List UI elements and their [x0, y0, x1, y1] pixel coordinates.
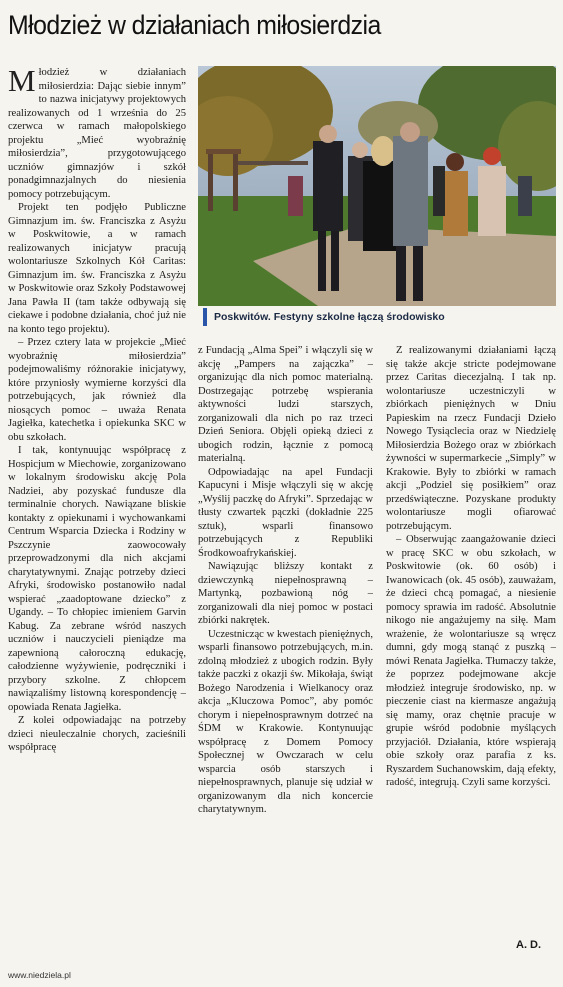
paragraph: Nawiązując bliższy kontakt z dziewczynką niepełnosprawną – Martynką, pozbawioną nóg – zorganizowali dla niej pomoc w postaci zbiórki nakrętek. — [198, 561, 373, 626]
column-1 — [8, 66, 186, 942]
photo-caption: Poskwitów. Festyny szkolne łączą środowisko — [203, 308, 563, 326]
paragraph: Odpowiadając na apel Fundacji Kapucyni i Misje włączyli się w akcję „Wyślij paczkę do Afryki”. Sprzedając w tłusty czwartek pączki (dokładnie 225 sztuk), wsparli finansowo potrzebujących z Republiki Środkowoafrykańskiej. — [198, 466, 373, 559]
photo-illustration — [198, 66, 556, 306]
paragraph: I tak, kontynuując współpracę z Hospicjum w Miechowie, zorganizowano w lokalnym środowisku akcję Pola Nadziei, aby pozyskać fundusze dla terminalnie chorych. Nawiązane bliskie kontakty z opiekunami i wychowankami Centrum Wsparcia Dziecka i Rodziny w Pszczynie zaowocowały przeprowadzonymi dla nich akcjami charytatywnymi. Znając potrzeby dzieci Afryki, środowisko postanowiło nadal wspierać „zaadoptowane dziecko” z Ugandy. – To chłopiec imieniem Garvin Kabug. Za zebrane wśród naszych uczniów i nauczycieli pieniądze ma zapewnioną całoroczną edukację, całodzienne wyżywienie, podręczniki i przybory szkolne. Z chłopcem nawiązaliśmy listowną korespondencję – opowiada Renata Jagiełka. — [8, 445, 186, 713]
column-3 — [386, 344, 556, 956]
paragraph: Z realizowanymi działaniami łączą się także akcje stricte podejmowane przez Caritas diecezjalną. I tak np. wolontariusze uczestniczyli w zbiórkach pieniężnych w Dniu Papieskim na rzecz Fundacji Dzieło Nowego Tysiąclecia oraz w Niedzielę Miłosierdzia Bożego oraz w zbiórkach żywności w supermarkecie „Simply” w Krakowie. Były to zbiórki w ramach akcji „Podziel się posiłkiem” oraz przedświąteczne. Pozyskane produkty wolontariusze mogli ofiarować potrzebującym. — [386, 345, 556, 532]
paragraph: Z kolei odpowiadając na potrzeby dzieci nieuleczalnie chorych, zacieśnili współpracę — [8, 715, 186, 753]
paragraph: – Przez cztery lata w projekcie „Mieć wyobraźnię miłosierdzia” podejmowaliśmy różnorakie inicjatywy, które przyniosły wymierne korzyści dla potrzebujących, jak również dla niosących pomoc – uważa Renata Jagiełka, katechetka i opiekunka SKC w obu szkołach. — [8, 337, 186, 443]
paragraph: Projekt ten podjęło Publiczne Gimnazjum im. św. Franciszka z Asyżu w Poskwitowie, a w ramach realizowanych inicjatyw pracują wolontariusze Szkolnych Kół Caritas: Gimnazjum im. św. Franciszka z Asyżu w Poskwitowie oraz Szkoły Podstawowej Jana Pawła II (tam także odbywają się ciekawe i podobne działania, choć już nie na konto tego projektu). — [8, 202, 186, 335]
paragraph — [8, 66, 186, 201]
author-signature: A. D. — [516, 939, 542, 951]
paragraph: – Obserwując zaangażowanie dzieci w pracę SKC w obu szkołach, w Poskwitowie (ok. 60 osób) i Iwanowicach (ok. 45 osób), zauważam, że dzieci chcą pomagać, a niesienie pomocy sprawia im radość. Absolutnie nikogo nie angażujemy na siłę. Mam wrażenie, że wolontariusze są wręcz dumni, gdy mogą stanąć z puszką – mówi Renata Jagiełka. Tłumaczy także, że poprzez podejmowane akcje młodzież integruje środowisko, np. w pieczenie ciast na kiermasze angażują się mamy, oraz chętnie pracuje w grupie wśród podobnie myślących przyjaciół. Działania, które wspierają obie szkoły oraz parafia z ks. Ryszardem Suchanowskim, dają efekty, radość, integrują. Czyli same korzyści. — [386, 534, 556, 788]
article-title: Młodzież w działaniach miłosierdzia — [8, 10, 381, 40]
paragraph: Uczestnicząc w kwestach pieniężnych, wsparli finansowo potrzebujących, m.in. zdolną młodzież z ubogich rodzin. Były także paczki z okazji św. Mikołaja, świąt Bożego Narodzenia i Wielkanocy oraz akcja „Kluczowa Pomoc”, aby pomóc chorym i niepełnosprawnym dotrzeć na ŚDM w Krakowie. Kontynuując współpracę z Domem Pomocy Społecznej w Owczarach w celu wsparcia osób starszych i niepełnosprawnych, planuje się udział w organizowanym dla nich koncercie charytatywnym. — [198, 628, 373, 815]
paragraph-text: łodzież w działaniach miłosierdzia: Dając siebie innym” to nazwa inicjatywy projektowych realizowanych od 1 września do 25 czerwca w ramach małopolskiego projektu „Mieć wyobraźnię miłosierdzia”, przygotowującego uczniów gimnazjów i szkół ponadgimnazjalnych do niesienia pomocy potrzebującym. — [8, 67, 186, 200]
article-photo — [198, 66, 556, 306]
footer-url[interactable]: www.niedziela.pl — [8, 970, 71, 980]
dropcap: M — [8, 66, 36, 98]
column-2 — [198, 344, 373, 944]
paragraph: z Fundacją „Alma Spei” i włączyli się w akcję „Pampers na zajączka” – organizując dla nich pomoc materialną. Dostrzegając potrzebę wspierania aktywności ludzi starszych, zorganizowali dla nich po raz trzeci Dzień Seniora. Objęli opieką dzieci z ubogich rodzin, łącznie z pomocą materialną. — [198, 345, 373, 464]
